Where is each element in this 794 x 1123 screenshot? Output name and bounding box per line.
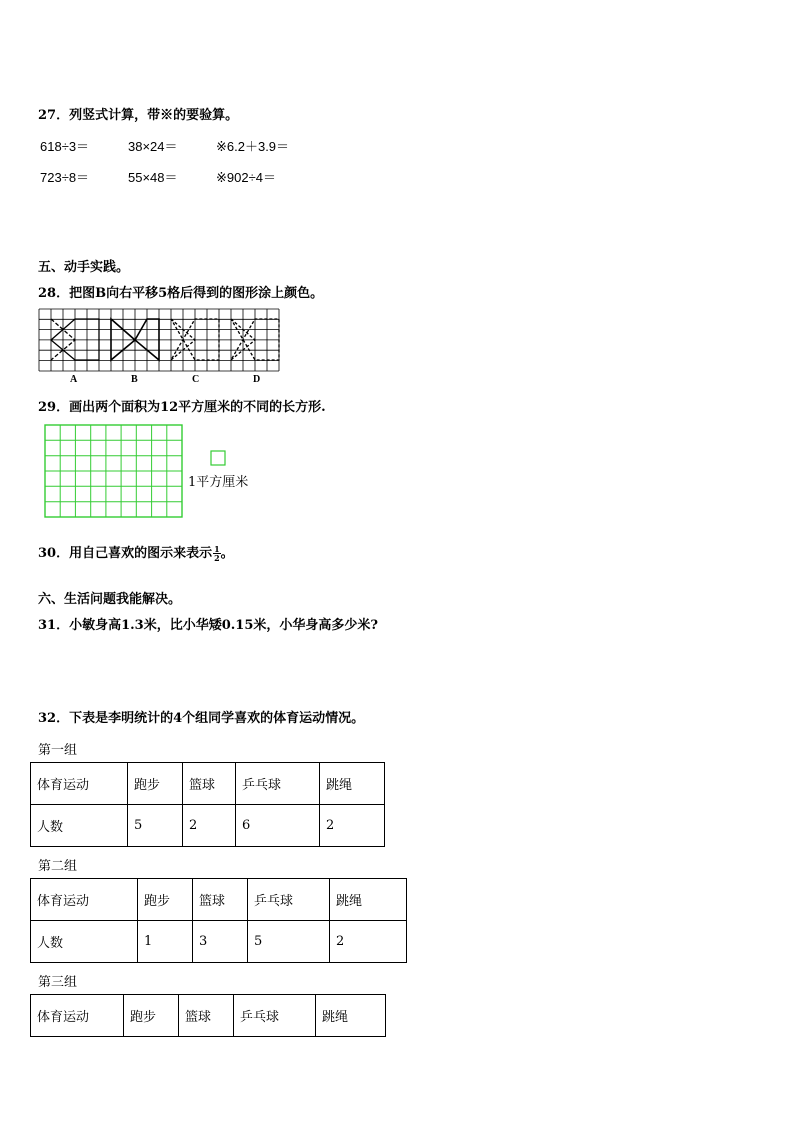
table-cell: 乒乓球: [248, 879, 330, 921]
table-cell: 5: [248, 921, 330, 963]
unit-square: [210, 450, 226, 466]
table-cell: 篮球: [179, 995, 234, 1037]
table-cell: 人数: [31, 921, 138, 963]
section-5-title: 五、动手实践。: [38, 260, 130, 275]
table-cell: 跳绳: [330, 879, 407, 921]
table-cell: 篮球: [183, 763, 236, 805]
fraction-numerator: 1: [214, 544, 220, 554]
table-row: [31, 763, 385, 805]
table-cell: 跑步: [124, 995, 179, 1037]
fraction-one-half: [213, 545, 221, 562]
table-cell: 体育运动: [31, 995, 124, 1037]
group-2-name: 第二组: [38, 859, 78, 874]
table-row: [31, 879, 407, 921]
table-cell: 跳绳: [320, 763, 385, 805]
unit-square-label: 1平方厘米: [188, 475, 249, 490]
label-b: B: [131, 374, 138, 385]
group-3-table: [30, 994, 386, 1037]
table-cell: 5: [128, 805, 183, 847]
table-cell: 篮球: [193, 879, 248, 921]
label-d: D: [253, 374, 261, 385]
label-a: A: [70, 374, 78, 385]
square-grid: [44, 424, 184, 519]
q27-title: 27．列竖式计算，带※的要验算。: [38, 108, 239, 123]
q30-text: 30．用自己喜欢的图示来表示: [38, 546, 213, 561]
table-cell: 乒乓球: [236, 763, 320, 805]
table-cell: 2: [320, 805, 385, 847]
calc-5: 55×48＝: [128, 170, 178, 185]
group-3-name: 第三组: [38, 975, 78, 990]
table-cell: 跑步: [128, 763, 183, 805]
group-1-name: 第一组: [38, 743, 78, 758]
group-2-table: [30, 878, 407, 963]
table-cell: 3: [193, 921, 248, 963]
q30-tail: 。: [220, 546, 234, 561]
table-cell: 2: [330, 921, 407, 963]
q29-title: 29．画出两个面积为12平方厘米的不同的长方形.: [38, 400, 326, 415]
calc-4: 723÷8＝: [40, 170, 90, 185]
table-row: [31, 995, 386, 1037]
calc-2: 38×24＝: [128, 139, 178, 154]
q31-title: 31．小敏身高1.3米，比小华矮0.15米，小华身高多少米?: [38, 618, 378, 633]
calc-6: ※902÷4＝: [216, 170, 276, 185]
table-row: [31, 921, 407, 963]
section-6-title: 六、生活问题我能解决。: [38, 592, 182, 607]
table-cell: 乒乓球: [234, 995, 316, 1037]
table-cell: 跳绳: [316, 995, 386, 1037]
calc-1: 618÷3＝: [40, 139, 90, 154]
table-cell: 1: [138, 921, 193, 963]
label-c: C: [192, 374, 200, 385]
table-row: [31, 805, 385, 847]
table-cell: 跑步: [138, 879, 193, 921]
table-cell: 体育运动: [31, 763, 128, 805]
group-1-table: [30, 762, 385, 847]
table-cell: 人数: [31, 805, 128, 847]
table-cell: 6: [236, 805, 320, 847]
fraction-denominator: 2: [214, 553, 220, 563]
calc-3: ※6.2＋3.9＝: [216, 139, 290, 154]
q28-title: 28．把图B向右平移5格后得到的图形涂上颜色。: [38, 286, 324, 301]
q30-title: [38, 542, 234, 562]
table-cell: 2: [183, 805, 236, 847]
table-cell: 体育运动: [31, 879, 138, 921]
q32-title: 32．下表是李明统计的4个组同学喜欢的体育运动情况。: [38, 711, 365, 726]
